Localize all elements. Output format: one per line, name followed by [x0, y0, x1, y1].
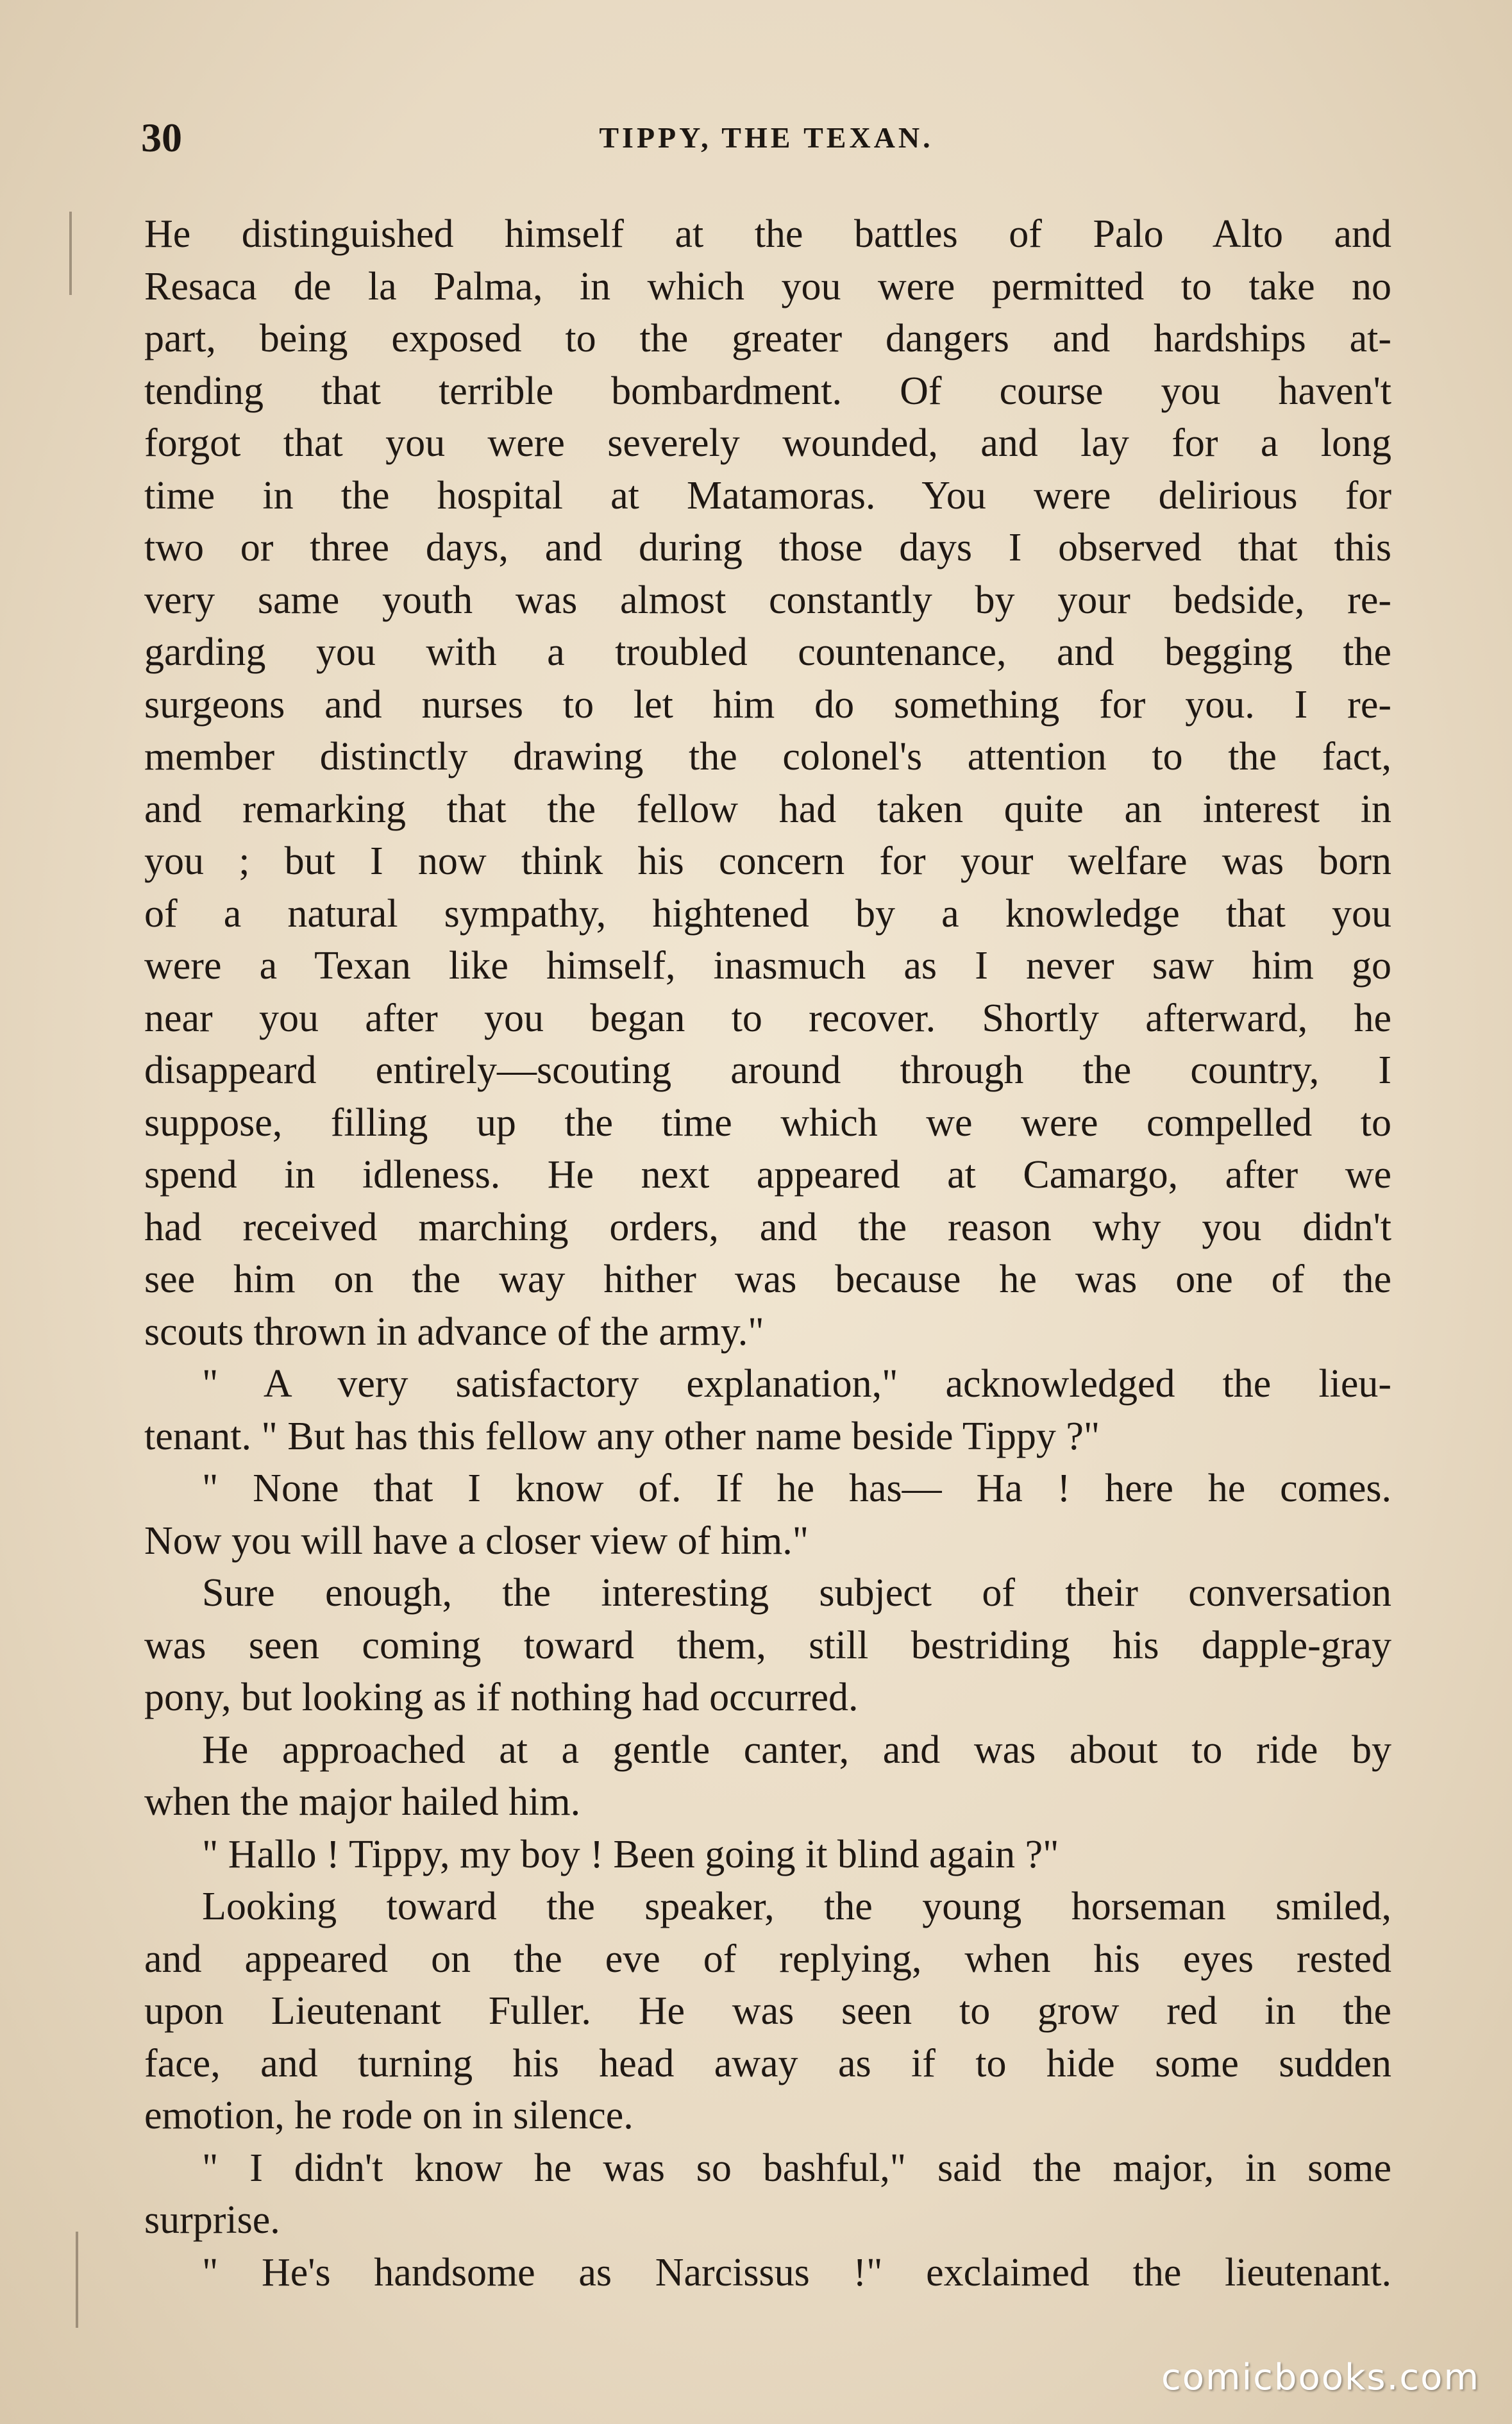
text-line: Looking toward the speaker, the young horseman smiled,	[202, 1885, 1391, 1928]
body-text	[144, 208, 1391, 2299]
text-line: " He's handsome as Narcissus !" exclaimed the lieutenant.	[202, 2250, 1391, 2294]
page-header	[141, 109, 1391, 167]
text-line: was seen coming toward them, still bestriding his dapple-gray	[144, 1623, 1391, 1667]
text-line: and remarking that the fellow had taken quite an interest in	[144, 787, 1391, 831]
text-line: tenant. " But has this fellow any other name beside Tippy ?"	[144, 1414, 1100, 1458]
text-line: " A very satisfactory explanation," acknowledged the lieu-	[202, 1362, 1391, 1406]
text-line: Resaca de la Palma, in which you were permitted to take no	[144, 264, 1391, 308]
text-line: surgeons and nurses to let him do something for you. I re-	[144, 682, 1391, 727]
text-line: disappeard entirely—scouting around through the country, I	[144, 1048, 1391, 1092]
text-line: see him on the way hither was because he was one of the	[144, 1258, 1391, 1301]
text-line: He approached at a gentle canter, and was about to ride by	[202, 1728, 1391, 1772]
text-line: two or three days, and during those days I observed that this	[144, 526, 1391, 569]
text-line: and appeared on the eve of replying, when his eyes rested	[144, 1937, 1391, 1981]
text-line: face, and turning his head away as if to hide some sudden	[144, 2041, 1391, 2085]
text-line: forgot that you were severely wounded, and lay for a long	[144, 421, 1391, 465]
text-line: tending that terrible bombardment. Of course you haven't	[144, 369, 1391, 413]
text-line: Sure enough, the interesting subject of their conversation	[202, 1571, 1391, 1615]
margin-mark	[76, 2232, 78, 2328]
text-line: emotion, he rode on in silence.	[144, 2094, 634, 2137]
text-line: member distinctly drawing the colonel's attention to the fact,	[144, 735, 1391, 779]
text-line: part, being exposed to the greater dangers and hardships at-	[144, 317, 1391, 360]
running-title: TIPPY, THE TEXAN.	[599, 121, 934, 154]
text-line: scouts thrown in advance of the army."	[144, 1309, 764, 1354]
text-line: near you after you began to recover. Shortly afterward, he	[144, 996, 1391, 1040]
text-line: had received marching orders, and the reason why you didn't	[144, 1205, 1391, 1249]
page-number: 30	[141, 115, 182, 160]
text-line: surprise.	[144, 2198, 280, 2242]
text-line: garding you with a troubled countenance, and begging the	[144, 630, 1391, 674]
text-line: upon Lieutenant Fuller. He was seen to grow red in the	[144, 1989, 1391, 2033]
text-line: Now you will have a closer view of him."	[144, 1519, 809, 1563]
text-line: " Hallo ! Tippy, my boy ! Been going it blind again ?"	[202, 1832, 1059, 1876]
text-line: suppose, filling up the time which we were compelled to	[144, 1100, 1391, 1145]
text-line: He distinguished himself at the battles of Palo Alto and	[144, 212, 1391, 256]
text-line: time in the hospital at Matamoras. You were delirious for	[144, 473, 1391, 518]
margin-mark	[69, 212, 72, 295]
text-line: spend in idleness. He next appeared at Camargo, after we	[144, 1153, 1391, 1197]
text-line: you ; but I now think his concern for your welfare was born	[144, 839, 1391, 883]
text-line: pony, but looking as if nothing had occurred.	[144, 1676, 859, 1719]
text-line: very same youth was almost constantly by your bedside, re-	[144, 578, 1391, 622]
watermark: comicbooks.com	[1161, 2357, 1480, 2398]
text-line: were a Texan like himself, inasmuch as I never saw him go	[144, 944, 1391, 988]
text-line: " I didn't know he was so bashful," said the major, in some	[202, 2146, 1391, 2190]
text-line: of a natural sympathy, hightened by a knowledge that you	[144, 891, 1391, 936]
text-line: " None that I know of. If he has— Ha ! here he comes.	[202, 1467, 1391, 1510]
text-line: when the major hailed him.	[144, 1780, 581, 1824]
